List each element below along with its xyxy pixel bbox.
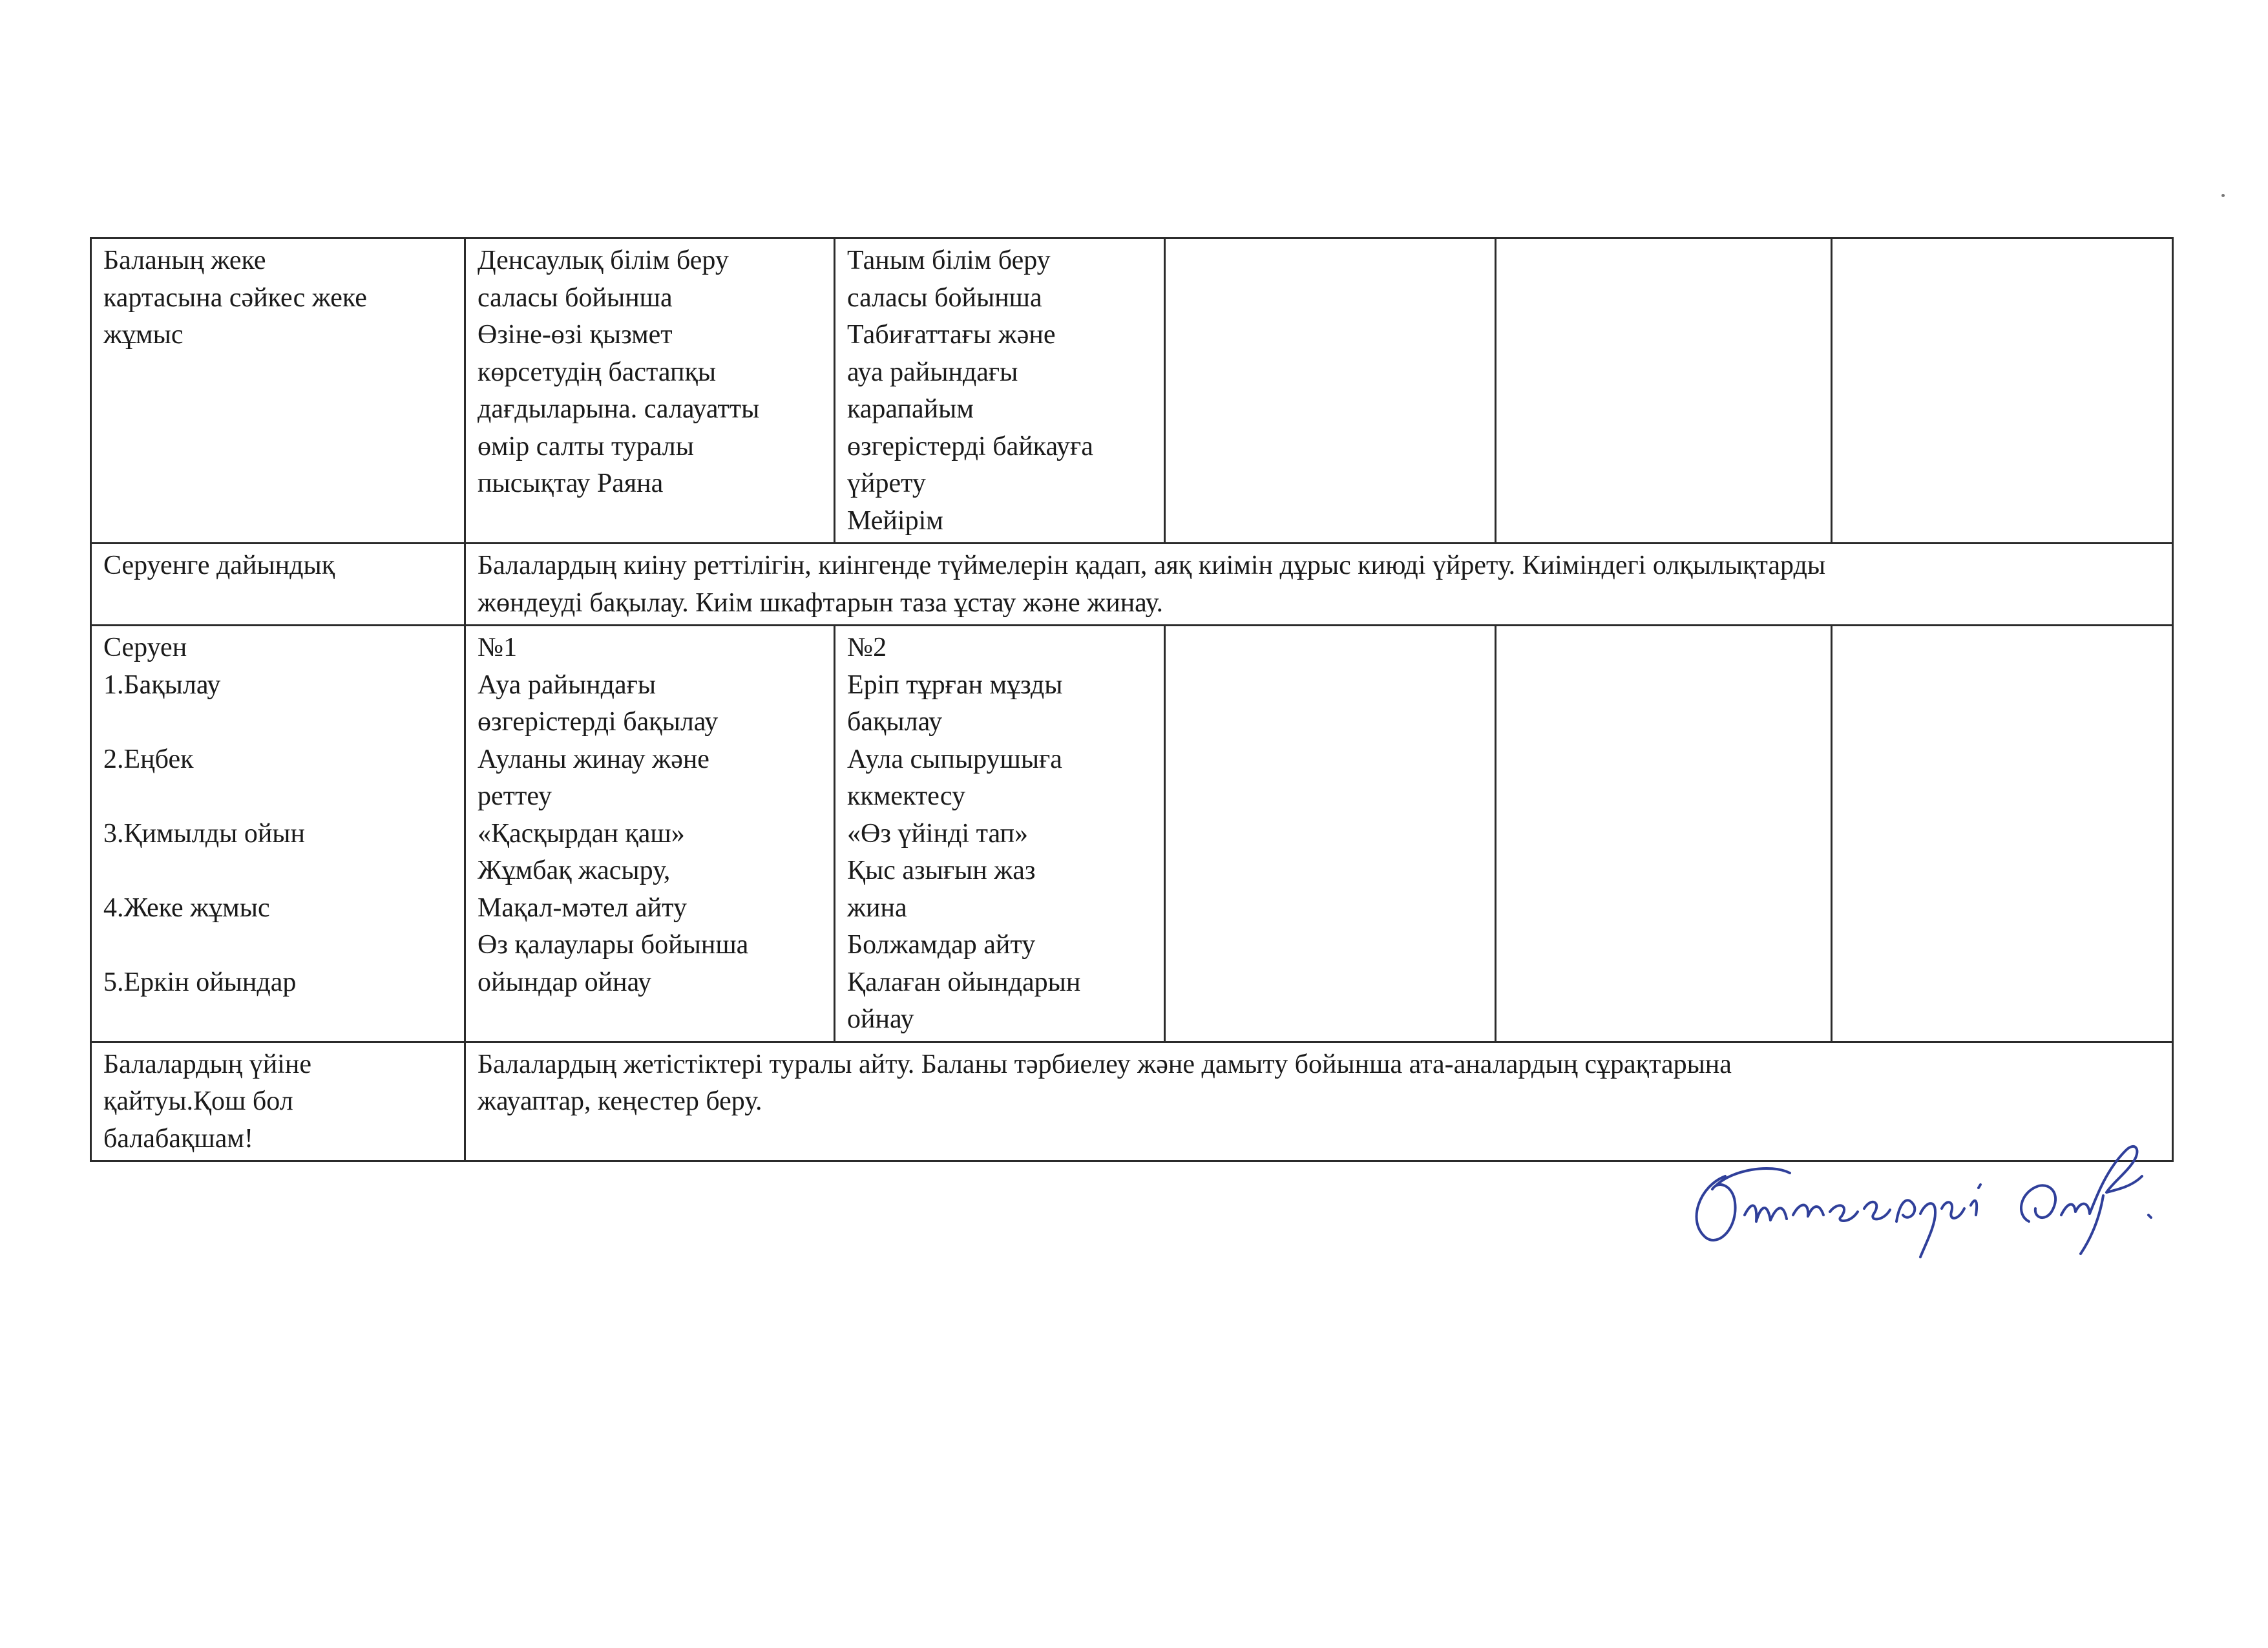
empty-cell — [1832, 238, 2173, 544]
cell-text-line: 4.Жеке жұмыс — [103, 893, 270, 923]
cell-text-line: Денсаулық білім беру — [478, 246, 729, 275]
cell-text-line: Табиғаттағы және — [847, 320, 1056, 350]
cell-text-line: «Өз үйінді тап» — [847, 818, 1029, 849]
cell-text-line: Өз қалаулары бойынша — [478, 930, 749, 960]
cell-text-line: дағдыларына. салауатты — [478, 394, 760, 424]
day-1-cell — [465, 626, 835, 1042]
table-row — [91, 626, 2173, 1042]
cell-text-line: Өзіне-өзі қызмет — [478, 320, 673, 350]
cell-text-line: қайтуы.Қош бол — [103, 1086, 293, 1116]
cell-text-line: Серуен — [103, 633, 187, 662]
blank-line — [103, 778, 457, 816]
handwritten-signature — [1680, 1125, 2171, 1273]
cell-text-line: реттеу — [478, 781, 552, 811]
cell-text-line: Мейірім — [847, 505, 943, 536]
cell-text-line: жина — [847, 893, 907, 923]
scan-speck — [2221, 194, 2225, 197]
cell-text-line: Балалардың киіну реттілігін, киінгенде түймелерін қадап, аяқ киімін дұрыс киюді үйрету. Киіміндегі олқылықтарды — [478, 551, 1826, 580]
cell-text-line: өмір салты туралы — [478, 431, 694, 461]
blank-line — [103, 852, 457, 890]
cell-text-line: саласы бойынша — [847, 282, 1042, 313]
cell-text-line: бақылау — [847, 707, 943, 737]
cell-text-line: 3.Қимылды ойын — [103, 818, 306, 849]
empty-cell — [1496, 238, 1832, 544]
cell-text-line: 2.Еңбек — [103, 744, 194, 774]
row-label-cell — [91, 544, 465, 626]
row-label-cell — [91, 1042, 465, 1161]
cell-text-line: Қыс азығын жаз — [847, 856, 1036, 885]
cell-text-line: Жұмбақ жасыру, — [478, 856, 671, 885]
cell-text-line: жұмыс — [103, 320, 184, 350]
cell-text-line: картасына сәйкес жеке — [103, 282, 367, 313]
blank-line — [103, 927, 457, 964]
cell-text-line: Еріп тұрған мұзды — [847, 670, 1063, 700]
cell-text-line: Болжамдар айту — [847, 930, 1036, 960]
table-row — [91, 544, 2173, 626]
cell-text-line: №2 — [847, 633, 887, 662]
empty-cell — [1165, 626, 1496, 1042]
cell-text-line: ауа райындағы — [847, 357, 1018, 387]
empty-cell — [1165, 238, 1496, 544]
cell-text-line: карапайым — [847, 394, 974, 424]
blank-line — [103, 704, 457, 741]
day-1-cell — [465, 238, 835, 544]
cell-text-line: Балалардың жетістіктері туралы айту. Баланы тәрбиелеу және дамыту бойынша ата-аналардың сұрақтарына — [478, 1049, 1732, 1079]
row-label-cell — [91, 238, 465, 544]
row-label-cell — [91, 626, 465, 1042]
daily-plan-table — [90, 237, 2174, 1162]
cell-text-line: көрсетудің бастапқы — [478, 357, 717, 387]
cell-text-line: Ауа райындағы — [478, 670, 656, 700]
cell-text-line: 1.Бақылау — [103, 670, 221, 700]
cell-text-line: балабақшам! — [103, 1123, 253, 1154]
cell-text-line: ойнау — [847, 1004, 914, 1034]
cell-text-line: үйрету — [847, 469, 926, 498]
cell-text-line: саласы бойынша — [478, 282, 673, 313]
cell-text-line: ккмектесу — [847, 781, 966, 811]
empty-cell — [1496, 626, 1832, 1042]
cell-text-line: Мақал-мәтел айту — [478, 893, 687, 923]
cell-text-line: Қалаған ойындарын — [847, 967, 1081, 997]
cell-text-line: Таным білім беру — [847, 246, 1051, 275]
day-2-cell — [835, 238, 1165, 544]
cell-text-line: ойындар ойнау — [478, 967, 652, 997]
cell-text-line: Ауланы жинау және — [478, 744, 709, 774]
cell-text-line: өзгерістерді бақылау — [478, 707, 719, 737]
cell-text-line: Аула сыпырушыға — [847, 744, 1062, 774]
cell-text-line: Серуенге дайындық — [103, 551, 335, 580]
cell-text-line: Балалардың үйіне — [103, 1049, 311, 1079]
table-row — [91, 238, 2173, 544]
day-2-cell — [835, 626, 1165, 1042]
cell-text-line: «Қасқырдан қаш» — [478, 818, 685, 849]
cell-text-line: пысықтау Раяна — [478, 469, 664, 498]
empty-cell — [1832, 626, 2173, 1042]
cell-text-line: жөндеуді бақылау. Киім шкафтарын таза ұстау және жинау. — [478, 587, 1163, 618]
cell-text-line: өзгерістерді байкауға — [847, 431, 1093, 461]
cell-text-line: №1 — [478, 633, 518, 662]
cell-text-line: Баланың жеке — [103, 246, 266, 275]
merged-text-cell — [465, 544, 2173, 626]
cell-text-line: жауаптар, кеңестер беру. — [478, 1086, 762, 1116]
cell-text-line: 5.Еркін ойындар — [103, 967, 297, 997]
